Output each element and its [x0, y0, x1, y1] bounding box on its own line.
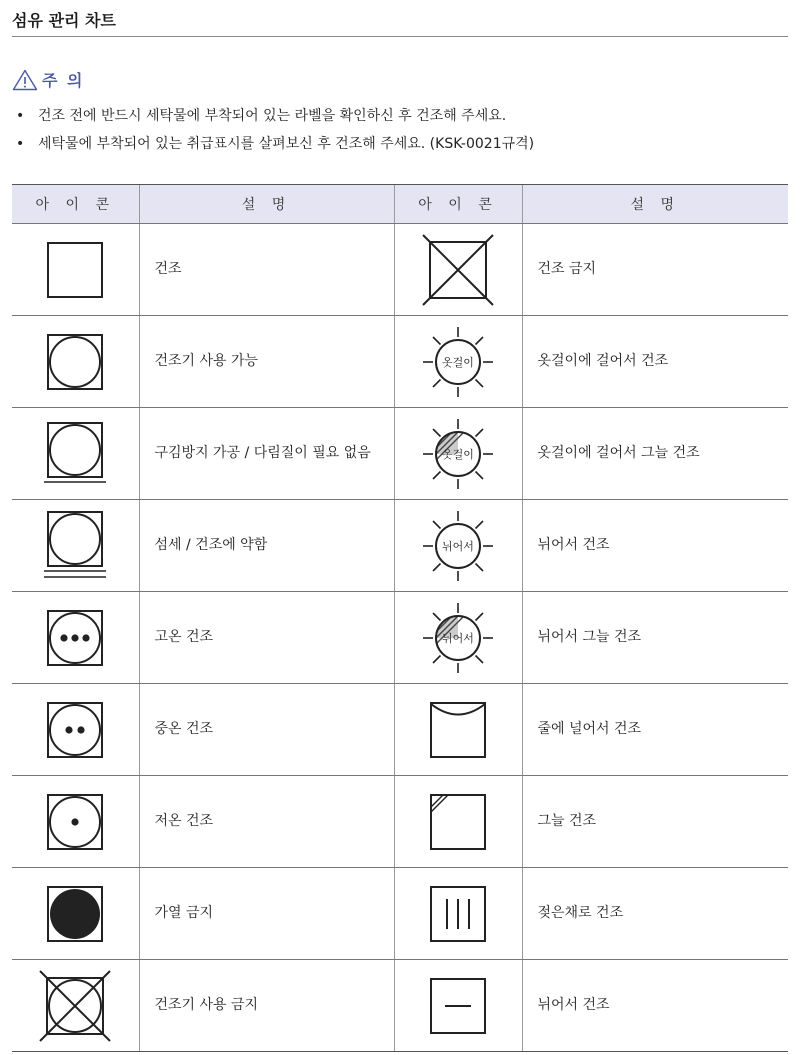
low-heat-icon — [12, 787, 139, 857]
title-divider — [12, 36, 788, 37]
caution-heading — [12, 68, 84, 91]
table-header-row — [12, 185, 788, 224]
header-icon: 아 이 콘 — [12, 185, 139, 224]
hang-dry-icon — [395, 324, 522, 400]
do-not-dry-icon — [395, 232, 522, 308]
symbol-description: 건조 금지 — [522, 224, 788, 316]
symbol-description: 고온 건조 — [139, 592, 394, 684]
drip-dry-icon — [395, 879, 522, 949]
table-row — [12, 224, 788, 316]
lay-dry-shade-icon — [395, 600, 522, 676]
symbol-description: 건조기 사용 가능 — [139, 316, 394, 408]
symbol-description: 뉘어서 그늘 건조 — [522, 592, 788, 684]
icon-text: 옷걸이 — [442, 355, 474, 369]
icon-text: 뉘어서 — [442, 631, 474, 645]
permanent-press-icon — [12, 418, 139, 490]
caution-note-text: 세탁물에 부착되어 있는 취급표시를 살펴보신 후 건조해 주세요. (KSK-0021규격) — [38, 136, 535, 152]
caution-notes — [16, 106, 534, 162]
dry-flat-icon — [395, 971, 522, 1041]
fabric-care-table — [12, 184, 788, 1052]
symbol-description: 옷걸이에 걸어서 그늘 건조 — [522, 408, 788, 500]
table-row — [12, 776, 788, 868]
table-row — [12, 960, 788, 1052]
tumble-dry-icon — [12, 235, 139, 305]
symbol-description: 옷걸이에 걸어서 건조 — [522, 316, 788, 408]
table-row — [12, 408, 788, 500]
symbol-description: 뉘어서 건조 — [522, 500, 788, 592]
hang-dry-shade-icon — [395, 416, 522, 492]
header-description: 설 명 — [522, 185, 788, 224]
warning-triangle-icon — [12, 69, 38, 91]
symbol-description: 줄에 널어서 건조 — [522, 684, 788, 776]
table-row — [12, 316, 788, 408]
table-row — [12, 500, 788, 592]
header-description: 설 명 — [139, 185, 394, 224]
symbol-description: 젖은채로 건조 — [522, 868, 788, 960]
page-title: 섬유 관리 차트 — [12, 11, 116, 30]
shade-dry-icon — [395, 787, 522, 857]
do-not-tumble-dry-icon — [12, 968, 139, 1044]
tumble-dry-allowed-icon — [12, 327, 139, 397]
medium-heat-icon — [12, 695, 139, 765]
table-row — [12, 592, 788, 684]
caution-note: • 건조 전에 반드시 세탁물에 부착되어 있는 라벨을 확인하신 후 건조해 주세요. — [16, 106, 534, 134]
symbol-description: 그늘 건조 — [522, 776, 788, 868]
symbol-description: 뉘어서 건조 — [522, 960, 788, 1052]
icon-text: 뉘어서 — [442, 539, 474, 553]
symbol-description: 구김방지 가공 / 다림질이 필요 없음 — [139, 408, 394, 500]
symbol-description: 건조 — [139, 224, 394, 316]
header-icon: 아 이 콘 — [394, 185, 522, 224]
table-row — [12, 868, 788, 960]
symbol-description: 가열 금지 — [139, 868, 394, 960]
icon-text: 옷걸이 — [442, 447, 474, 461]
no-heat-icon — [12, 879, 139, 949]
caution-note: • 세탁물에 부착되어 있는 취급표시를 살펴보신 후 건조해 주세요. (KSK-0021규격) — [16, 134, 534, 162]
delicate-icon — [12, 508, 139, 584]
line-dry-icon — [395, 695, 522, 765]
symbol-description: 건조기 사용 금지 — [139, 960, 394, 1052]
caution-label: 주 의 — [42, 71, 85, 90]
lay-dry-icon — [395, 508, 522, 584]
symbol-description: 저온 건조 — [139, 776, 394, 868]
table-row — [12, 684, 788, 776]
caution-note-text: 건조 전에 반드시 세탁물에 부착되어 있는 라벨을 확인하신 후 건조해 주세요. — [38, 108, 507, 124]
high-heat-icon — [12, 603, 139, 673]
symbol-description: 중온 건조 — [139, 684, 394, 776]
symbol-description: 섬세 / 건조에 약함 — [139, 500, 394, 592]
